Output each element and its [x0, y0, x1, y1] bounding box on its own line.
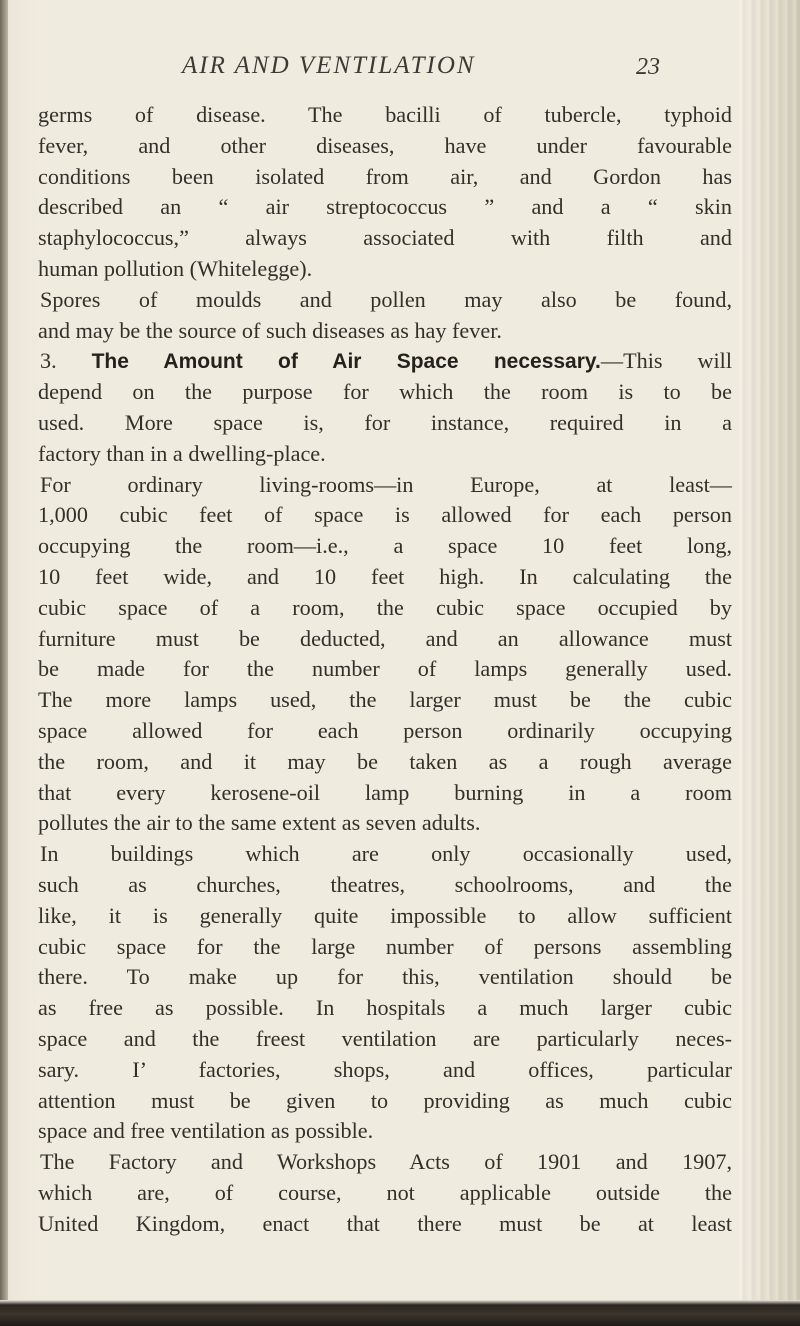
- text-line: space and the freest ventilation are particularly neces-: [38, 1025, 732, 1051]
- text-line: fever, and other diseases, have under favourable: [38, 132, 732, 158]
- text-line: occupying the room—i.e., a space 10 feet long,: [38, 533, 732, 559]
- text-line: cubic space for the large number of persons assembling: [38, 933, 732, 959]
- text-line: the room, and it may be taken as a rough average: [38, 748, 732, 774]
- text-line: there. To make up for this, ventilation should be: [38, 964, 732, 990]
- text-line: conditions been isolated from air, and Gordon has: [38, 163, 732, 189]
- text-line: cubic space of a room, the cubic space occupied by: [38, 594, 732, 620]
- body-text: [38, 100, 732, 1239]
- text-line: such as churches, theatres, schoolrooms, and the: [38, 871, 732, 897]
- text-line: For ordinary living-rooms—in Europe, at least—: [40, 471, 732, 497]
- text-line: sary. I’ factories, shops, and offices, particular: [38, 1056, 732, 1082]
- section-heading: The Amount of Air Space necessary.: [91, 350, 601, 374]
- text-line: that every kerosene-oil lamp burning in a room: [38, 779, 732, 805]
- text-line: human pollution (Whitelegge).: [38, 255, 313, 281]
- text-line: 10 feet wide, and 10 feet high. In calculating the: [38, 563, 732, 589]
- page-bottom-edge: [0, 1300, 800, 1326]
- text-line: factory than in a dwelling-place.: [38, 440, 326, 466]
- running-header: [0, 52, 800, 92]
- section-heading-line: [38, 346, 732, 377]
- page-edge-texture: [738, 0, 800, 1326]
- page-number: 23: [636, 54, 660, 80]
- text-line: The Factory and Workshops Acts of 1901 and 1907,: [40, 1149, 732, 1175]
- text-line: United Kingdom, enact that there must be at least: [38, 1210, 732, 1236]
- text-line: like, it is generally quite impossible to allow sufficient: [38, 902, 732, 928]
- running-header-title: AIR AND VENTILATION: [182, 52, 476, 79]
- text-line: attention must be given to providing as much cubic: [38, 1087, 732, 1113]
- section-number: 3.: [40, 348, 92, 374]
- text-line: which are, of course, not applicable outside the: [38, 1179, 732, 1205]
- text-line: The more lamps used, the larger must be the cubic: [38, 687, 732, 713]
- text-line: as free as possible. In hospitals a much larger cubic: [38, 995, 732, 1021]
- text-line: germs of disease. The bacilli of tubercle, typhoid: [38, 102, 732, 127]
- text-line: be made for the number of lamps generally used.: [38, 656, 732, 682]
- section-heading-continuation: —This will: [600, 348, 732, 374]
- text-line: staphylococcus,” always associated with filth and: [38, 225, 732, 251]
- page-gutter-shadow: [0, 0, 8, 1326]
- text-line: Spores of moulds and pollen may also be found,: [40, 286, 732, 312]
- text-line: furniture must be deducted, and an allowance must: [38, 625, 732, 651]
- text-line: described an “ air streptococcus ” and a “ skin: [38, 194, 732, 220]
- text-line: used. More space is, for instance, required in a: [38, 409, 732, 435]
- text-line: and may be the source of such diseases as hay fever.: [38, 317, 502, 343]
- text-line: In buildings which are only occasionally used,: [40, 841, 732, 867]
- text-line: depend on the purpose for which the room is to be: [38, 379, 732, 405]
- text-line: 1,000 cubic feet of space is allowed for each person: [38, 502, 732, 528]
- text-line: pollutes the air to the same extent as seven adults.: [38, 810, 481, 836]
- text-line: space and free ventilation as possible.: [38, 1118, 374, 1144]
- text-line: space allowed for each person ordinarily occupying: [38, 717, 732, 743]
